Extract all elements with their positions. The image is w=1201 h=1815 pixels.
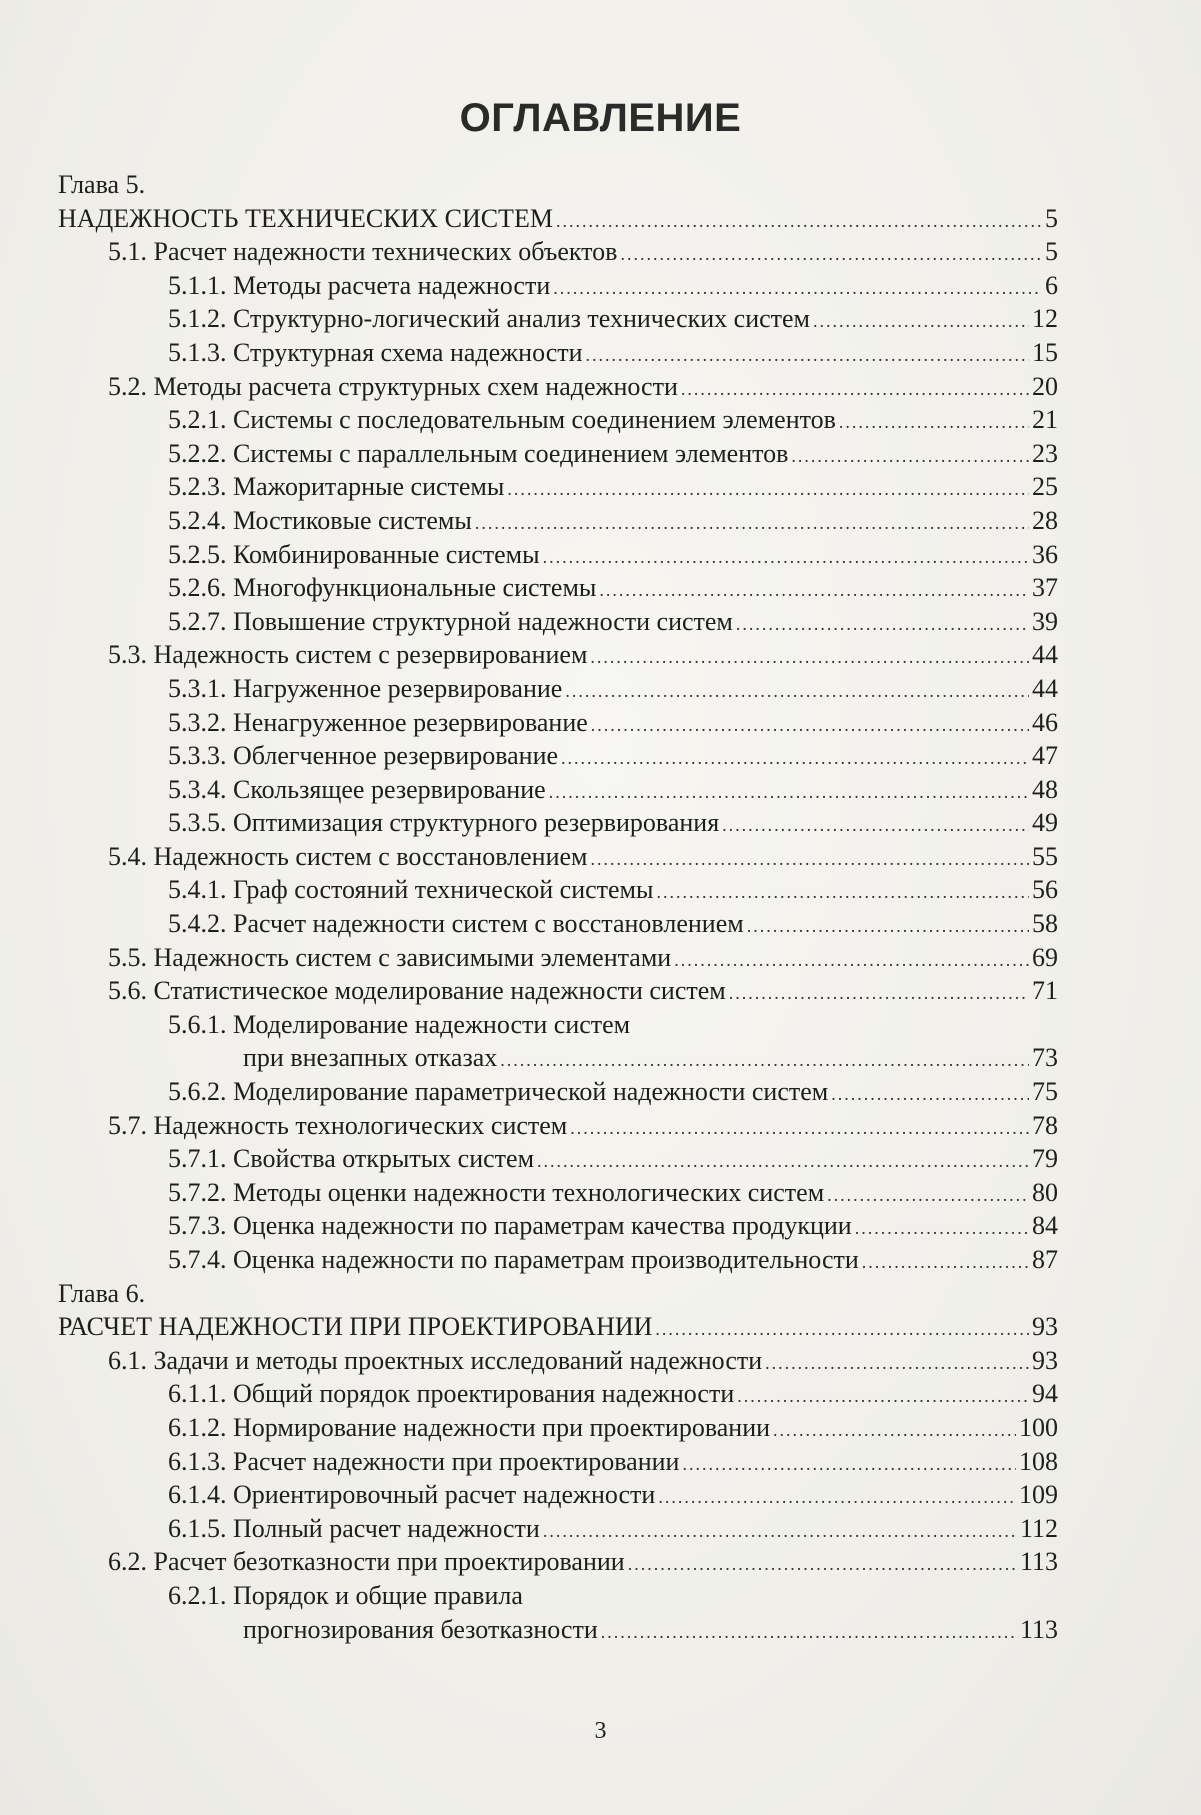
dot-leader — [620, 238, 1042, 272]
toc-entry-title: 5.2.2. Системы с параллельным соединением элементов — [168, 438, 789, 468]
toc-page-number: 44 — [1032, 640, 1058, 670]
dot-leader — [599, 574, 1029, 608]
toc-page-number: 25 — [1032, 472, 1058, 502]
toc-entry — [58, 1545, 1058, 1579]
toc-page-number: 113 — [1019, 1547, 1058, 1577]
toc-entry-title: 6.1.2. Нормирование надежности при проектировании — [168, 1412, 771, 1442]
dot-leader — [507, 473, 1029, 507]
toc-entry-title: 5.4. Надежность систем с восстановлением — [108, 841, 588, 871]
toc-entry-title: 5.3.2. Ненагруженное резервирование — [168, 707, 588, 737]
toc-entry-title: прогнозирования безотказности — [243, 1614, 598, 1644]
dot-leader — [658, 1481, 1016, 1515]
dot-leader — [737, 1380, 1029, 1414]
dot-leader — [765, 1347, 1029, 1381]
toc-entry — [58, 873, 1058, 907]
dot-leader — [565, 675, 1029, 709]
toc-entry — [58, 1445, 1058, 1479]
toc-entry-title: 5.2. Методы расчета структурных схем надежности — [108, 371, 678, 401]
toc-page-number: 94 — [1032, 1379, 1058, 1409]
toc-entry-title: 5.6.1. Моделирование надежности систем — [168, 1009, 631, 1039]
toc-entry-title: 5.2.3. Мажоритарные системы — [168, 472, 505, 502]
dot-leader — [791, 440, 1029, 474]
toc-page-number: 112 — [1019, 1513, 1058, 1543]
toc-entry — [58, 1209, 1058, 1243]
toc-entry — [58, 571, 1058, 605]
toc-entry — [58, 235, 1058, 269]
chapter-heading: Глава 6. — [58, 1278, 146, 1308]
toc-entry — [58, 1512, 1058, 1546]
toc-page-number: 48 — [1032, 774, 1058, 804]
toc-entry — [58, 1411, 1058, 1445]
toc-entry — [58, 1613, 1058, 1647]
toc-entry — [58, 1075, 1058, 1109]
dot-leader — [747, 910, 1029, 944]
toc-page-number: 5 — [1045, 237, 1058, 267]
toc-page-number: 55 — [1032, 841, 1058, 871]
toc-page-number: 23 — [1032, 438, 1058, 468]
toc-entry-title: 5.1.1. Методы расчета надежности — [168, 270, 551, 300]
dot-leader — [590, 641, 1029, 675]
toc-entry-title: 5.7. Надежность технологических систем — [108, 1110, 568, 1140]
dot-leader — [475, 507, 1029, 541]
toc-page-number: 87 — [1032, 1245, 1058, 1274]
toc-entry — [58, 336, 1058, 370]
toc-page-number: 71 — [1032, 976, 1058, 1006]
toc-page-number: 75 — [1032, 1077, 1058, 1107]
toc-entry-title: 5.3.4. Скользящее резервирование — [168, 774, 546, 804]
dot-leader — [773, 1414, 1016, 1448]
toc-page-number: 36 — [1032, 539, 1058, 569]
toc-entry-title: 5.6. Статистическое моделирование надежности систем — [108, 976, 726, 1006]
toc-entry — [58, 739, 1058, 773]
toc-entry-title: 5.7.1. Свойства открытых систем — [168, 1144, 535, 1174]
toc-page-number: 46 — [1032, 707, 1058, 737]
toc-page-number: 21 — [1032, 405, 1058, 435]
toc-entry-continued — [58, 1008, 1058, 1042]
toc-page-number: 12 — [1032, 304, 1058, 334]
toc-page-number: 39 — [1032, 606, 1058, 636]
toc-page-number: 47 — [1032, 741, 1058, 771]
toc-page-number: 49 — [1032, 808, 1058, 838]
dot-leader — [855, 1212, 1029, 1246]
toc-page-number: 84 — [1032, 1211, 1058, 1241]
dot-leader — [628, 1548, 1017, 1582]
toc-page-number: 56 — [1032, 875, 1058, 905]
toc-page-number: 78 — [1032, 1110, 1058, 1140]
toc-entry — [58, 1176, 1058, 1210]
toc-entry-title: 5.7.3. Оценка надежности по параметрам качества продукции — [168, 1211, 852, 1241]
dot-leader — [537, 1145, 1029, 1179]
toc-entry-title: 5.3.3. Облегченное резервирование — [168, 741, 559, 771]
toc-entry — [58, 1041, 1058, 1075]
dot-leader — [549, 776, 1029, 810]
toc-entry — [58, 1478, 1058, 1512]
toc-page-number: 20 — [1032, 371, 1058, 401]
toc-entry-title: 6.2.1. Порядок и общие правила — [168, 1580, 523, 1610]
toc-entry — [58, 1310, 1058, 1344]
dot-leader — [586, 339, 1029, 373]
toc-entry — [58, 941, 1058, 975]
toc-entry-title: 5.7.2. Методы оценки надежности технологических систем — [168, 1177, 825, 1207]
toc-page-number: 100 — [1019, 1412, 1058, 1442]
dot-leader — [656, 876, 1029, 910]
toc-page-number: 69 — [1032, 942, 1058, 972]
toc-entry-title: 5.7.4. Оценка надежности по параметрам производительности — [168, 1245, 859, 1274]
toc-entry-title: 6.1.5. Полный расчет надежности — [168, 1513, 540, 1543]
toc-entry-title: 6.1.3. Расчет надежности при проектировании — [168, 1446, 680, 1476]
toc-entry — [58, 1142, 1058, 1176]
toc-entry-title: 5.1. Расчет надежности технических объектов — [108, 237, 618, 267]
toc-entry-title: 6.2. Расчет безотказности при проектировании — [108, 1547, 625, 1577]
toc-page-number: 44 — [1032, 673, 1058, 703]
toc-entry-title: 5.4.2. Расчет надежности систем с восстановлением — [168, 909, 744, 939]
dot-leader — [827, 1179, 1029, 1213]
dot-leader — [831, 1078, 1029, 1112]
dot-leader — [591, 709, 1029, 743]
toc-entry-title: 5.4.1. Граф состояний технической системы — [168, 875, 654, 905]
dot-leader — [682, 1448, 1016, 1482]
toc-entry — [58, 1243, 1058, 1277]
toc-page-number: 109 — [1019, 1480, 1058, 1510]
dot-leader — [736, 608, 1029, 642]
toc-page-number: 28 — [1032, 505, 1058, 535]
toc-entry — [58, 403, 1058, 437]
toc-entry — [58, 672, 1058, 706]
toc-entry — [58, 1109, 1058, 1143]
dot-leader — [674, 944, 1029, 978]
dot-leader — [601, 1616, 1017, 1650]
toc-entry-title: 6.1.4. Ориентировочный расчет надежности — [168, 1480, 656, 1510]
toc-entry-continued — [58, 1579, 1058, 1613]
dot-leader — [655, 1313, 1029, 1347]
toc-entry — [58, 470, 1058, 504]
toc-entry-title: 5.2.5. Комбинированные системы — [168, 539, 540, 569]
toc-entry — [58, 1377, 1058, 1411]
toc-entry-title: 5.3. Надежность систем с резервированием — [108, 640, 588, 670]
toc-entry — [58, 538, 1058, 572]
toc-entry-title: 5.3.5. Оптимизация структурного резервирования — [168, 808, 720, 838]
dot-leader — [722, 809, 1029, 843]
toc-entry-title: 5.1.2. Структурно-логический анализ технических систем — [168, 304, 811, 334]
page-number: 3 — [594, 1718, 607, 1744]
toc-entry — [58, 269, 1058, 303]
toc-entry — [58, 773, 1058, 807]
toc-entry-title: при внезапных отказах — [243, 1043, 498, 1073]
toc-entry — [58, 605, 1058, 639]
dot-leader — [570, 1112, 1029, 1146]
toc-entry — [58, 370, 1058, 404]
toc-page-number: 113 — [1019, 1614, 1058, 1644]
dot-leader — [862, 1246, 1029, 1280]
toc-entry — [58, 302, 1058, 336]
chapter-heading: Глава 5. — [58, 170, 146, 199]
toc-page-number: 93 — [1032, 1345, 1058, 1375]
toc-entry-title: 5.2.7. Повышение структурной надежности систем — [168, 606, 733, 636]
toc-entry — [58, 706, 1058, 740]
toc-entry-title: 5.2.4. Мостиковые системы — [168, 505, 472, 535]
toc-page-number: 5 — [1045, 203, 1058, 233]
dot-leader — [553, 272, 1042, 306]
toc-entry — [58, 504, 1058, 538]
dot-leader — [729, 977, 1029, 1011]
dot-leader — [543, 1515, 1017, 1549]
toc-entry — [58, 907, 1058, 941]
toc-entry-title: РАСЧЕТ НАДЕЖНОСТИ ПРИ ПРОЕКТИРОВАНИИ — [58, 1312, 653, 1342]
toc-page-number: 79 — [1032, 1144, 1058, 1174]
toc-entry-title: 5.1.3. Структурная схема надежности — [168, 337, 583, 367]
dot-leader — [561, 742, 1029, 776]
toc-entry-title: 5.2.1. Системы с последовательным соединением элементов — [168, 405, 836, 435]
toc-page-number: 108 — [1019, 1446, 1058, 1476]
toc-page-number: 93 — [1032, 1312, 1058, 1342]
dot-leader — [556, 205, 1042, 239]
dot-leader — [839, 406, 1029, 440]
toc-entry — [58, 638, 1058, 672]
toc-entry-title: 5.3.1. Нагруженное резервирование — [168, 673, 563, 703]
dot-leader — [543, 541, 1029, 575]
toc-entry-title: 6.1. Задачи и методы проектных исследований надежности — [108, 1345, 763, 1375]
toc-entry-title: НАДЕЖНОСТЬ ТЕХНИЧЕСКИХ СИСТЕМ — [58, 203, 553, 233]
toc-entry-title: 5.6.2. Моделирование параметрической надежности систем — [168, 1077, 829, 1107]
dot-leader — [591, 843, 1030, 877]
toc-page-number: 37 — [1032, 573, 1058, 603]
toc-page-number: 73 — [1032, 1043, 1058, 1073]
toc-entry — [58, 202, 1058, 236]
toc-page-number: 58 — [1032, 909, 1058, 939]
toc-entry-title: 5.2.6. Многофункциональные системы — [168, 573, 597, 603]
page-title: ОГЛАВЛЕНИЕ — [459, 96, 742, 140]
toc-entry-title: 5.5. Надежность систем с зависимыми элементами — [108, 942, 672, 972]
table-of-contents — [58, 168, 1058, 1646]
toc-page-number: 6 — [1045, 270, 1058, 300]
toc-entry — [58, 974, 1058, 1008]
toc-entry — [58, 840, 1058, 874]
toc-entry-title: 6.1.1. Общий порядок проектирования надежности — [168, 1379, 735, 1409]
toc-page-number: 80 — [1032, 1177, 1058, 1207]
toc-entry — [58, 437, 1058, 471]
dot-leader — [500, 1044, 1029, 1078]
dot-leader — [813, 305, 1029, 339]
toc-entry — [58, 806, 1058, 840]
dot-leader — [681, 373, 1029, 407]
toc-entry — [58, 1344, 1058, 1378]
toc-page-number: 15 — [1032, 337, 1058, 367]
